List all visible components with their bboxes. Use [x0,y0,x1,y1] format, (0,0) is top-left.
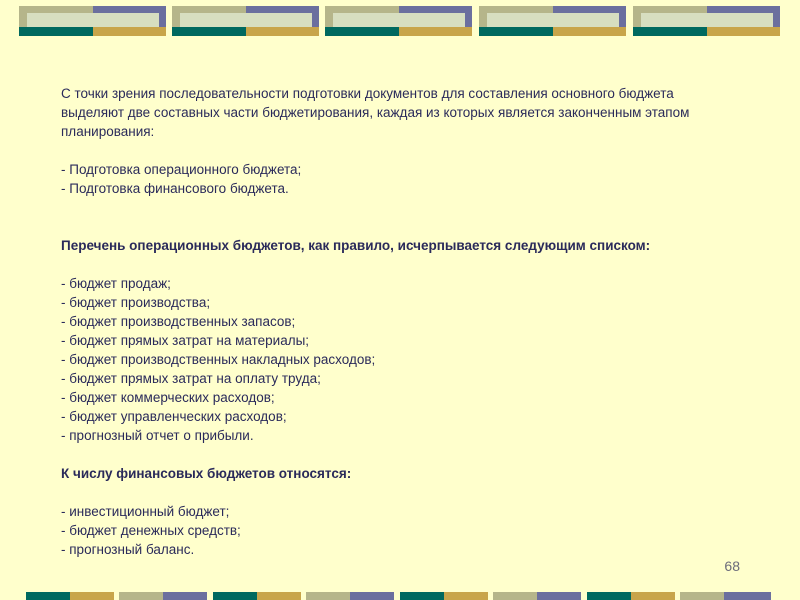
operational-item: - бюджет прямых затрат на материалы; [61,333,310,348]
financial-budgets-heading: К числу финансовых бюджетов относятся: [61,466,352,481]
header-block [325,6,472,36]
operational-item: - бюджет продаж; [61,276,171,291]
footer-decoration [26,592,771,600]
operational-item: - бюджет прямых затрат на оплату труда; [61,371,321,386]
financial-item: - инвестиционный бюджет; [61,504,230,519]
financial-item: - прогнозный баланс. [61,542,195,557]
intro-line: планирования: [61,124,155,139]
header-block [19,6,166,36]
operational-budgets-heading: Перечень операционных бюджетов, как правило, исчерпывается следующим списком: [61,238,651,253]
header-decoration [19,6,781,36]
operational-item: - бюджет коммерческих расходов; [61,390,275,405]
page-number: 68 [724,558,740,574]
operational-item: - прогнозный отчет о прибыли. [61,428,254,443]
part-item: - Подготовка финансового бюджета. [61,181,289,196]
operational-item: - бюджет производственных запасов; [61,314,296,329]
header-block [172,6,319,36]
operational-item: - бюджет производственных накладных расходов; [61,352,376,367]
financial-item: - бюджет денежных средств; [61,523,241,538]
slide-body [61,84,751,559]
header-block [479,6,626,36]
header-block [633,6,780,36]
intro-line: С точки зрения последовательности подготовки документов для составления основного бюджета [61,86,674,101]
operational-item: - бюджет производства; [61,295,211,310]
operational-item: - бюджет управленческих расходов; [61,409,287,424]
intro-line: выделяют две составных части бюджетирования, каждая из которых является законченным этапом [61,105,690,120]
part-item: - Подготовка операционного бюджета; [61,162,302,177]
